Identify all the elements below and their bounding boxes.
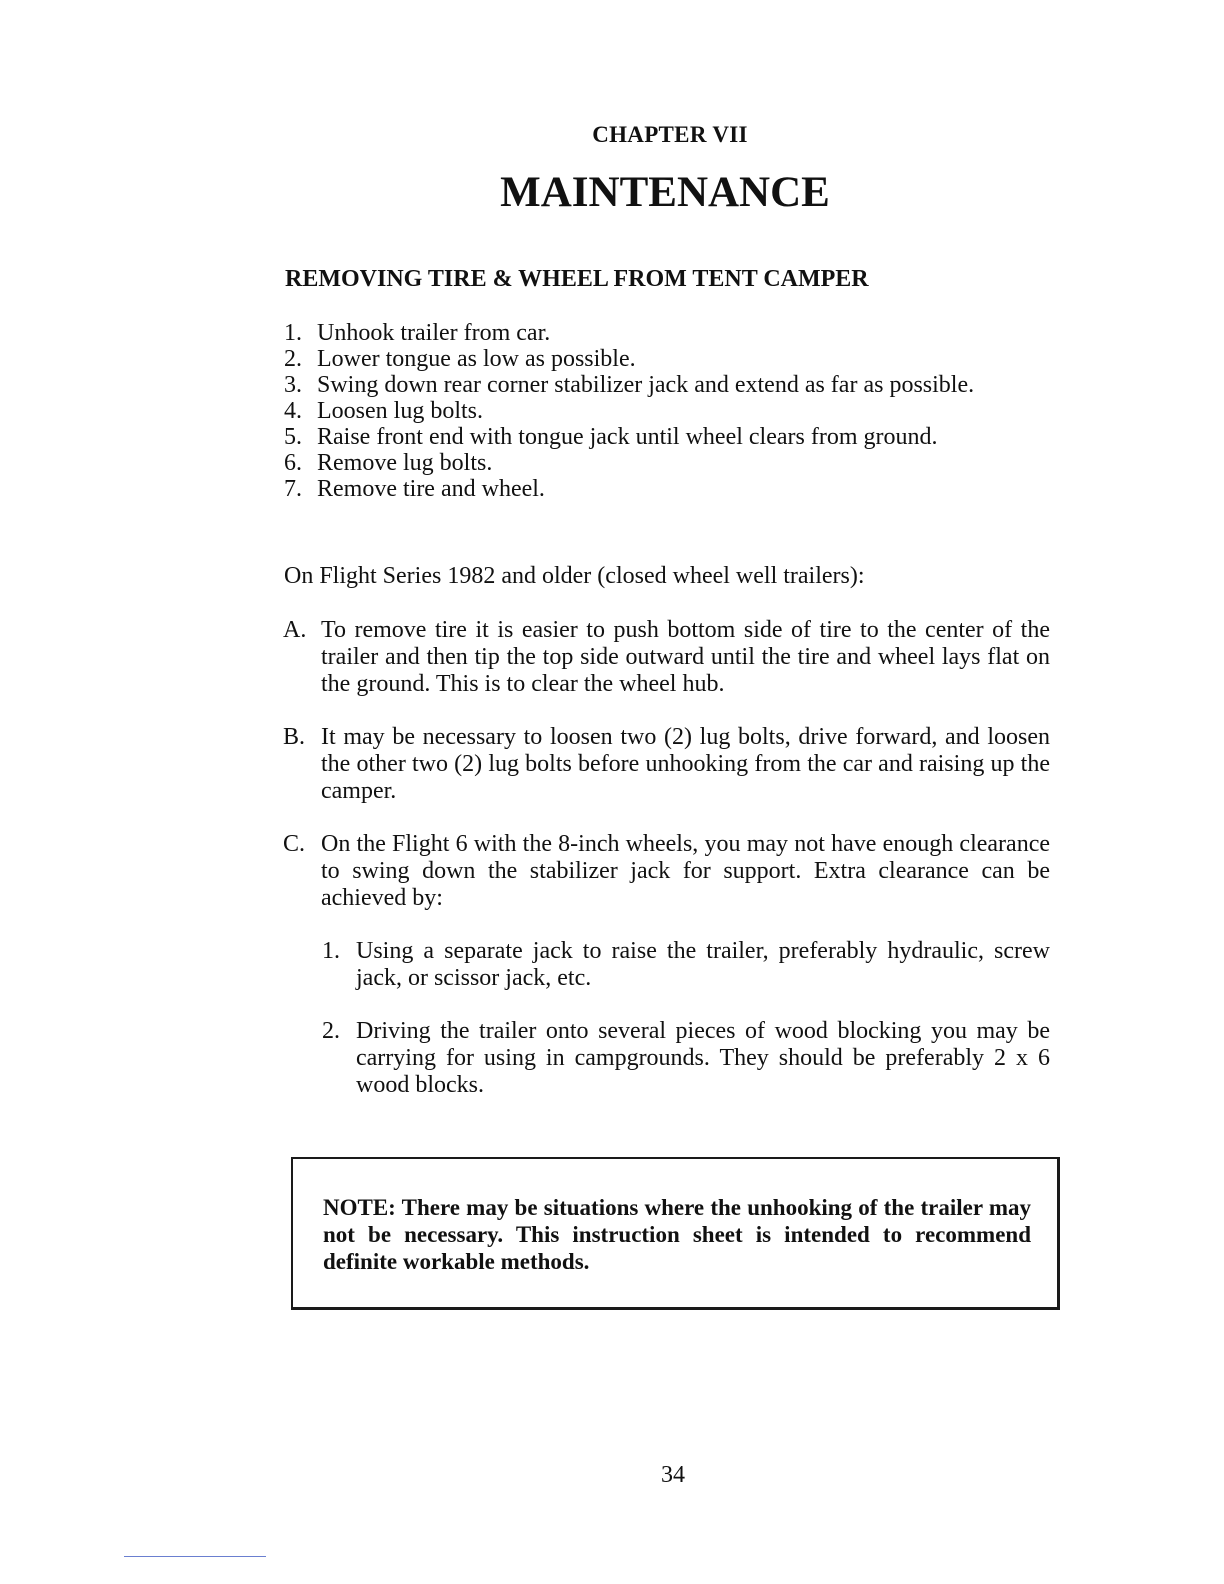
list-item — [284, 320, 1050, 346]
list-item — [284, 372, 1050, 398]
step-number: 1. — [284, 320, 302, 346]
step-number: 5. — [284, 424, 302, 450]
sub-item-text: Driving the trailer onto several pieces of wood blocking you may be carrying for using in campgrounds. They should be preferably 2 x 6 wood blocks. — [356, 1018, 1050, 1098]
page-title: MAINTENANCE — [500, 169, 830, 216]
step-number: 7. — [284, 476, 302, 502]
page-number: 34 — [661, 1462, 685, 1488]
step-text: Remove lug bolts. — [317, 450, 493, 476]
step-text: Remove tire and wheel. — [317, 476, 545, 502]
scan-divider — [124, 1556, 266, 1557]
list-item — [284, 476, 1050, 502]
item-text: It may be necessary to loosen two (2) lug bolts, drive forward, and loosen the other two (2) lug bolts before unhooking from the car and raising up the camper. — [321, 724, 1050, 804]
step-text: Raise front end with tongue jack until wheel clears from ground. — [317, 424, 938, 450]
item-letter: C. — [283, 831, 306, 857]
step-number: 4. — [284, 398, 302, 424]
step-number: 6. — [284, 450, 302, 476]
note-text: NOTE: There may be situations where the unhooking of the trailer may not be necessary. This instruction sheet is intended to recommend definite workable methods. — [323, 1195, 1031, 1274]
step-number: 3. — [284, 372, 302, 398]
chapter-label: CHAPTER VII — [592, 122, 748, 147]
intro-paragraph: On Flight Series 1982 and older (closed wheel well trailers): — [284, 563, 865, 589]
sub-item-number: 2. — [322, 1018, 340, 1044]
note-box — [291, 1157, 1060, 1310]
item-letter: B. — [283, 724, 306, 750]
step-text: Loosen lug bolts. — [317, 398, 483, 424]
lettered-item-a — [283, 617, 1050, 698]
list-item — [284, 424, 1050, 450]
list-item — [284, 450, 1050, 476]
sub-item-1 — [322, 938, 1050, 992]
item-text: To remove tire it is easier to push bottom side of tire to the center of the trailer and then tip the top side outward until the tire and wheel lays flat on the ground. This is to clear the wheel hub. — [321, 617, 1050, 697]
step-number: 2. — [284, 346, 302, 372]
list-item — [284, 346, 1050, 372]
lettered-item-c — [283, 831, 1050, 912]
step-text: Lower tongue as low as possible. — [317, 346, 636, 372]
sub-item-number: 1. — [322, 938, 340, 964]
item-text: On the Flight 6 with the 8-inch wheels, you may not have enough clearance to swing down the stabilizer jack for support. Extra clearance can be achieved by: — [321, 831, 1050, 911]
sub-item-text: Using a separate jack to raise the trailer, preferably hydraulic, screw jack, or scissor jack, etc. — [356, 938, 1050, 991]
section-heading: REMOVING TIRE & WHEEL FROM TENT CAMPER — [285, 266, 869, 292]
steps-list — [284, 320, 1050, 502]
list-item — [284, 398, 1050, 424]
lettered-item-b — [283, 724, 1050, 805]
sub-item-2 — [322, 1018, 1050, 1099]
step-text: Swing down rear corner stabilizer jack and extend as far as possible. — [317, 372, 975, 398]
item-letter: A. — [283, 617, 307, 643]
step-text: Unhook trailer from car. — [317, 320, 551, 346]
